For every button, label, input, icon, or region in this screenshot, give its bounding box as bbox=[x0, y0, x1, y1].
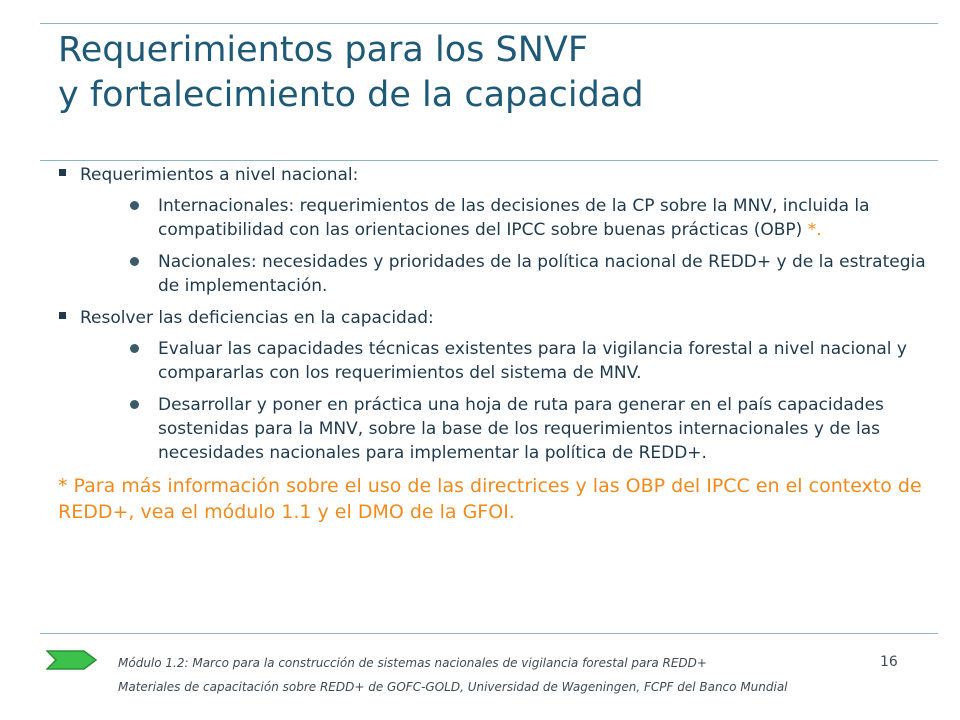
title-divider bbox=[40, 160, 938, 161]
footer-module-text: Módulo 1.2: Marco para la construcción de sistemas nacionales de vigilancia forestal para REDD+ bbox=[118, 656, 707, 670]
sub-bullet-item bbox=[158, 250, 938, 298]
bullet-item bbox=[58, 163, 938, 187]
bullet-text: Requerimientos a nivel nacional: bbox=[80, 165, 359, 185]
page-title bbox=[58, 28, 938, 118]
sub-bullet-text: Desarrollar y poner en práctica una hoja de ruta para generar en el país capacidades sostenidas para la MNV, sobre la base de los requerimientos internacionales y de las necesidades nacionales para implementar la política de REDD+. bbox=[158, 395, 884, 463]
round-bullet-icon bbox=[130, 344, 139, 353]
sub-bullet-item bbox=[158, 194, 938, 242]
top-rule bbox=[40, 23, 938, 24]
bullet-item bbox=[58, 306, 938, 330]
footnote: * Para más información sobre el uso de las directrices y las OBP del IPCC en el contexto de REDD+, vea el módulo 1.1 y el DMO de la GFOI. bbox=[58, 475, 922, 523]
sub-bullet-item bbox=[158, 337, 938, 385]
page-number: 16 bbox=[880, 654, 898, 670]
square-bullet-icon bbox=[59, 169, 66, 176]
title-line-1: Requerimientos para los SNVF bbox=[58, 30, 588, 70]
title-line-2: y fortalecimiento de la capacidad bbox=[58, 75, 644, 115]
slide-content bbox=[58, 163, 938, 525]
footer bbox=[0, 646, 960, 706]
footer-rule bbox=[40, 633, 938, 634]
footer-materials-text: Materiales de capacitación sobre REDD+ de GOFC-GOLD, Universidad de Wageningen, FCPF del Banco Mundial bbox=[118, 680, 788, 694]
sub-bullet-text: Evaluar las capacidades técnicas existentes para la vigilancia forestal a nivel nacional y compararlas con los requerimientos del sistema de MNV. bbox=[158, 339, 907, 383]
sub-bullet-text: Nacionales: necesidades y prioridades de la política nacional de REDD+ y de la estrategia de implementación. bbox=[158, 252, 926, 296]
sub-bullet-text: Internacionales: requerimientos de las decisiones de la CP sobre la MNV, incluida la compatibilidad con las orientaciones del IPCC sobre buenas prácticas (OBP) bbox=[158, 196, 870, 240]
next-arrow-icon[interactable] bbox=[46, 650, 98, 670]
bullet-text: Resolver las deficiencias en la capacidad: bbox=[80, 308, 434, 328]
round-bullet-icon bbox=[130, 400, 139, 409]
round-bullet-icon bbox=[130, 257, 139, 266]
round-bullet-icon bbox=[130, 201, 139, 210]
footnote-mark: *. bbox=[802, 220, 822, 240]
square-bullet-icon bbox=[59, 312, 66, 319]
sub-bullet-item bbox=[158, 393, 938, 465]
